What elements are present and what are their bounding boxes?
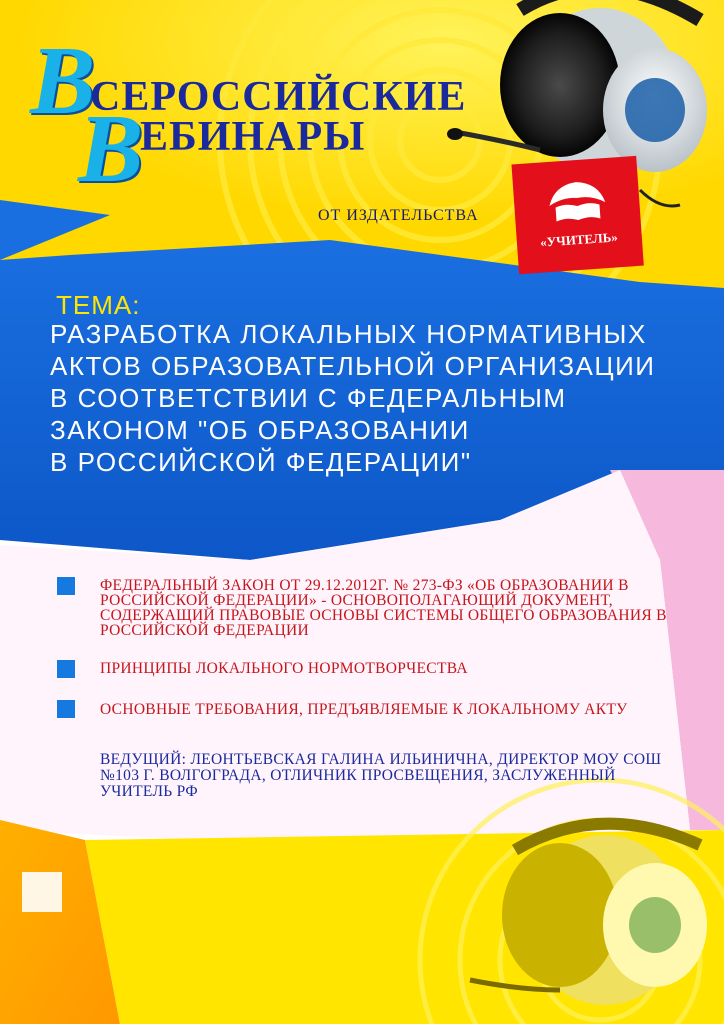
topic-line: В РОССИЙСКОЙ ФЕДЕРАЦИИ" [50, 447, 472, 477]
topic-title [50, 318, 724, 478]
title-initial-1: В [30, 27, 96, 135]
topic-line: РАЗРАБОТКА ЛОКАЛЬНЫХ НОРМАТИВНЫХ [50, 319, 647, 349]
title-word-2: ЕБИНАРЫ [140, 114, 366, 160]
bullet-marker [57, 700, 75, 718]
bullet-item-3: ОСНОВНЫЕ ТРЕБОВАНИЯ, ПРЕДЪЯВЛЯЕМЫЕ К ЛОКАЛЬНОМУ АКТУ [100, 701, 628, 718]
topic-line: АКТОВ ОБРАЗОВАТЕЛЬНОЙ ОРГАНИЗАЦИИ [50, 351, 656, 381]
bullet-item-2: ПРИНЦИПЫ ЛОКАЛЬНОГО НОРМОТВОРЧЕСТВА [100, 660, 468, 677]
topic-line: В СООТВЕТСТВИИ С ФЕДЕРАЛЬНЫМ [50, 383, 567, 413]
topic-heading: ТЕМА: [56, 290, 141, 320]
title-initial-2: В [78, 95, 144, 203]
bullet-marker [57, 577, 75, 595]
publisher-logo [511, 156, 643, 274]
bullet-marker [57, 660, 75, 678]
topic-line: ЗАКОНОМ "ОБ ОБРАЗОВАНИИ [50, 415, 470, 445]
title-word-1: СЕРОССИЙСКИЕ [90, 74, 467, 120]
bullet-item-1: ФЕДЕРАЛЬНЫЙ ЗАКОН ОТ 29.12.2012Г. № 273-ФЗ «ОБ ОБРАЗОВАНИИ В РОССИЙСКОЙ ФЕДЕРАЦИИ» - ОСНОВОПОЛАГАЮЩИЙ ДОКУМЕНТ, СОДЕРЖАЩИЙ ПРАВОВЫЕ ОСНОВЫ СИСТЕМЫ ОБЩЕГО ОБРАЗОВАНИЯ В РОССИЙСКОЙ ФЕДЕРАЦИИ [100, 577, 667, 639]
site-title [30, 27, 500, 203]
publisher-prefix: ОТ ИЗДАТЕЛЬСТВА [318, 207, 479, 224]
publisher-name: «УЧИТЕЛЬ» [539, 229, 619, 250]
orange-square-outline [22, 872, 62, 912]
webinar-host: ВЕДУЩИЙ: ЛЕОНТЬЕВСКАЯ ГАЛИНА ИЛЬИНИЧНА, ДИРЕКТОР МОУ СОШ №103 Г. ВОЛГОГРАДА, ОТЛИЧНИК ПРОСВЕЩЕНИЯ, ЗАСЛУЖЕННЫЙ УЧИТЕЛЬ РФ [100, 751, 662, 800]
